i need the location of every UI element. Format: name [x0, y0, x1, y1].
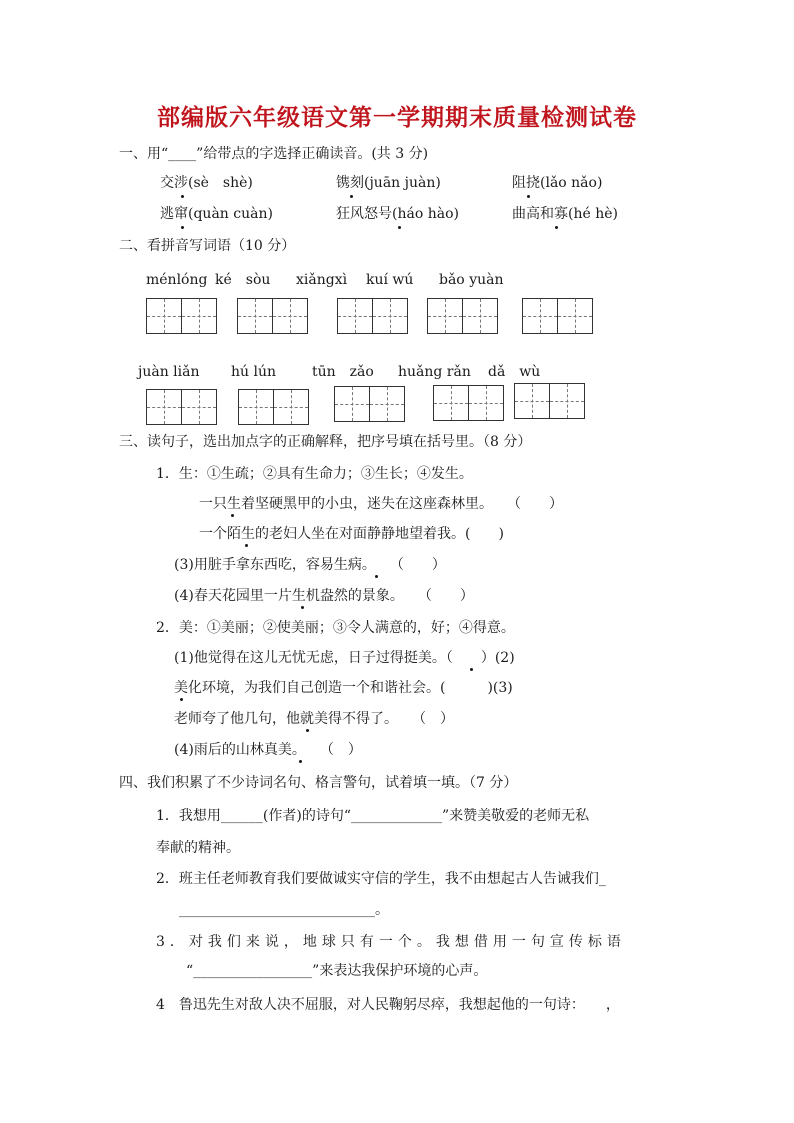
page-title: 部编版六年级语文第一学期期末质量检测试卷	[157, 104, 637, 131]
emphasis-dot	[245, 544, 248, 547]
emphasis-dot	[470, 668, 473, 671]
pinyin-6: juàn liǎn	[138, 364, 200, 380]
emphasis-dot	[299, 760, 302, 763]
section-4-heading: 四、我们积累了不少诗词名句、格言警句，试着填一填。（7 分）	[119, 775, 518, 791]
s4-q3-line1: 3．对我们来说，地球只有一个。我想借用一句宣传标语	[156, 934, 626, 950]
emphasis-dot	[301, 606, 304, 609]
q2-sentence-4: (4)雨后的山林真美。 （ ）	[174, 742, 362, 758]
pinyin-10: dǎ wù	[488, 364, 541, 380]
writing-grid[interactable]	[146, 298, 217, 334]
s4-q1-line1: 1．我想用______(作者)的诗句“_____________”来赞美敬爱的老师无私	[156, 808, 590, 824]
pinyin-8: tūn zǎo	[312, 364, 374, 380]
s4-q3-line2: “_________________”来表达我保护环境的心声。	[186, 963, 488, 979]
section-2-heading: 二、看拼音写词语（10 分）	[119, 238, 296, 254]
pinyin-3: xiǎngxì	[296, 272, 348, 288]
q2-definitions: 2．美：①美丽；②使美丽；③令人满意的，好；④得意。	[156, 620, 515, 636]
q1-sentence-2: 一个陌生的老妇人坐在对面静静地望着我。( )	[199, 526, 504, 542]
writing-grid[interactable]	[427, 298, 498, 334]
pinyin-2: ké sòu	[215, 272, 271, 288]
section-1-heading: 一、用“____”给带点的字选择正确读音。(共 3 分)	[119, 146, 429, 162]
q2-sentence-1: (1)他觉得在这儿无忧无虑，日子过得挺美。（ ）(2)	[174, 650, 515, 666]
emphasis-dot	[398, 226, 401, 229]
s4-q2-line2: ____________________________。	[179, 902, 389, 918]
writing-grid[interactable]	[334, 386, 405, 422]
emphasis-dot	[555, 226, 558, 229]
writing-grid[interactable]	[433, 385, 504, 421]
q1-definitions: 1．生：①生疏；②具有生命力；③生长；④发生。	[156, 466, 473, 482]
emphasis-dot	[181, 226, 184, 229]
item-2: 镌刻(juān juàn)	[336, 175, 441, 191]
writing-grid[interactable]	[146, 389, 217, 425]
s4-q2-line1: 2．班主任老师教育我们要做诚实守信的学生，我不由想起古人告诫我们_	[156, 871, 606, 887]
writing-grid[interactable]	[238, 389, 309, 425]
emphasis-dot	[181, 195, 184, 198]
item-1: 交涉(sè shè)	[160, 175, 253, 191]
pinyin-1: ménlóng	[146, 272, 208, 288]
writing-grid[interactable]	[522, 298, 593, 334]
emphasis-dot	[180, 698, 183, 701]
emphasis-dot	[231, 514, 234, 517]
emphasis-dot	[306, 729, 309, 732]
pinyin-5: bǎo yuàn	[439, 272, 504, 288]
s4-q4-line1: 4 鲁迅先生对敌人决不屈服，对人民鞠躬尽瘁，我想起他的一句诗： ，	[156, 997, 620, 1013]
q2-sentence-3: 老师夸了他几句，他就美得不得了。 （ ）	[174, 711, 454, 727]
writing-grid[interactable]	[237, 298, 308, 334]
item-5: 狂风怒号(háo hào)	[336, 206, 459, 222]
emphasis-dot	[375, 575, 378, 578]
emphasis-dot	[527, 195, 530, 198]
writing-grid[interactable]	[337, 298, 408, 334]
q1-sentence-3: (3)用脏手拿东西吃，容易生病。 （ ）	[174, 557, 446, 573]
item-4: 逃窜(quàn cuàn)	[160, 206, 273, 222]
section-3-heading: 三、读句子，选出加点字的正确解释，把序号填在括号里。（8 分）	[119, 434, 532, 450]
q1-sentence-1: 一只生着坚硬黑甲的小虫，迷失在这座森林里。 （ ）	[199, 496, 563, 512]
pinyin-9: huǎng rǎn	[398, 364, 471, 380]
q1-sentence-4: (4)春天花园里一片生机盎然的景象。 （ ）	[174, 588, 474, 604]
emphasis-dot	[350, 195, 353, 198]
item-6: 曲高和寡(hé hè)	[512, 206, 618, 222]
writing-grid[interactable]	[514, 383, 585, 419]
s4-q1-line2: 奉献的精神。	[156, 840, 240, 856]
pinyin-7: hú lún	[231, 364, 276, 380]
pinyin-4: kuí wú	[366, 272, 414, 288]
item-3: 阻挠(lǎo nǎo)	[512, 175, 603, 191]
q2-sentence-2: 美化环境，为我们自己创造一个和谐社会。( )(3)	[174, 680, 513, 696]
